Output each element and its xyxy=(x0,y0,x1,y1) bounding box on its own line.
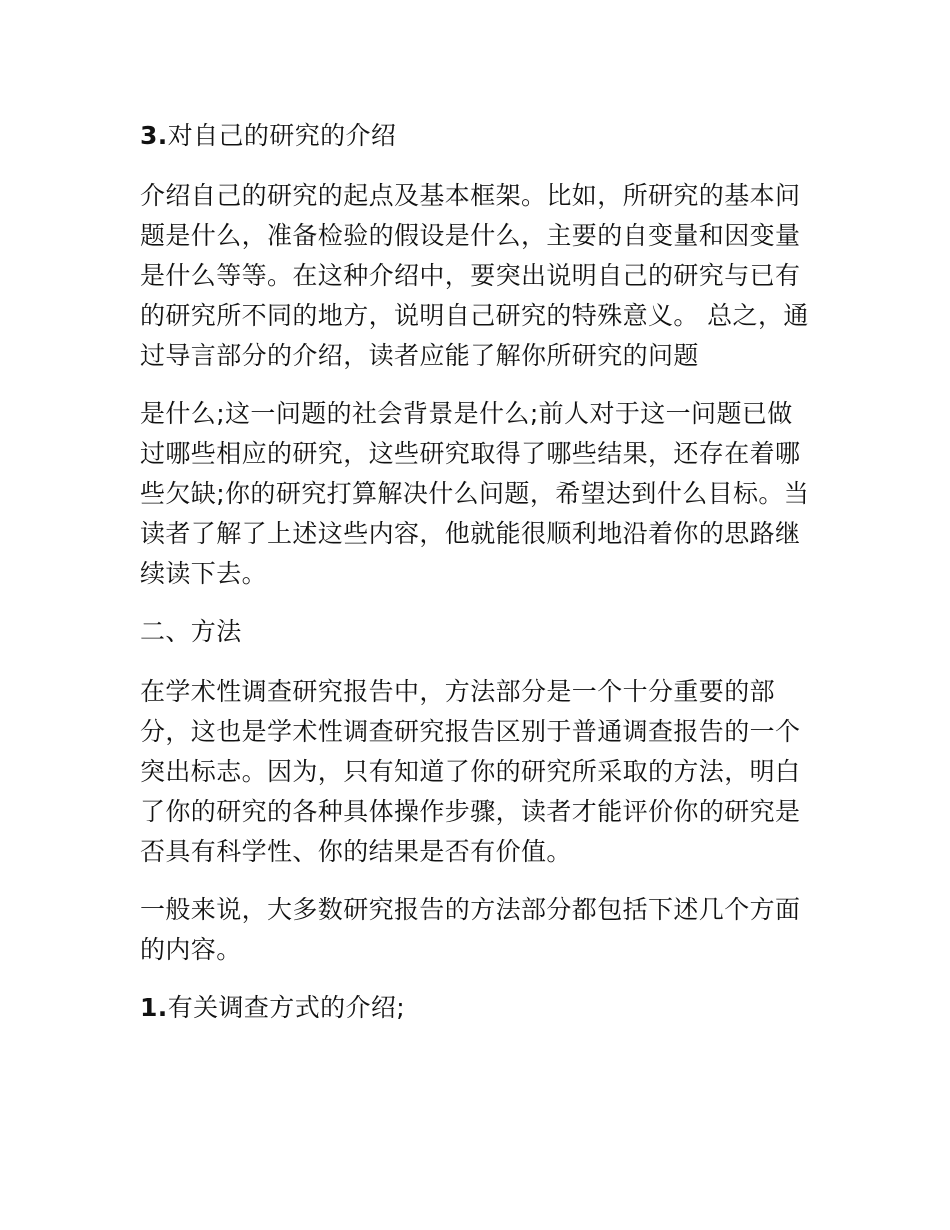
list-item-1-number: 1. xyxy=(140,993,168,1022)
subheading-3 xyxy=(140,116,812,156)
list-item-1 xyxy=(140,988,812,1028)
document-body xyxy=(140,116,812,1046)
paragraph-method-contents: 一般来说，大多数研究报告的方法部分都包括下述几个方面的内容。 xyxy=(140,895,801,964)
subheading-3-number: 3. xyxy=(140,121,168,150)
paragraph-research-intro: 介绍自己的研究的起点及基本框架。比如，所研究的基本问题是什么，准备检验的假设是什么，主要的自变量和因变量是什么等等。在这种介绍中，要突出说明自己的研究与已有的研究所不同的地方，说明自己研究的特殊意义。 总之，通过导言部分的介绍，读者应能了解你所研究的问题 xyxy=(140,181,809,370)
list-item-1-text: 有关调查方式的介绍; xyxy=(167,993,406,1022)
paragraph-research-context: 是什么;这一问题的社会背景是什么;前人对于这一问题已做过哪些相应的研究，这些研究取得了哪些结果，还存在着哪些欠缺;你的研究打算解决什么问题，希望达到什么目标。当读者了解了上述这些内容，他就能很顺利地沿着你的思路继续读下去。 xyxy=(140,399,810,588)
paragraph-method-importance: 在学术性调查研究报告中，方法部分是一个十分重要的部分，这也是学术性调查研究报告区别于普通调查报告的一个突出标志。因为，只有知道了你的研究所采取的方法，明白了你的研究的各种具体操作步骤，读者才能评价你的研究是否具有科学性、你的结果是否有价值。 xyxy=(140,677,801,866)
section-title-method: 二、方法 xyxy=(140,617,242,646)
subheading-3-text: 对自己的研究的介绍 xyxy=(167,121,397,150)
